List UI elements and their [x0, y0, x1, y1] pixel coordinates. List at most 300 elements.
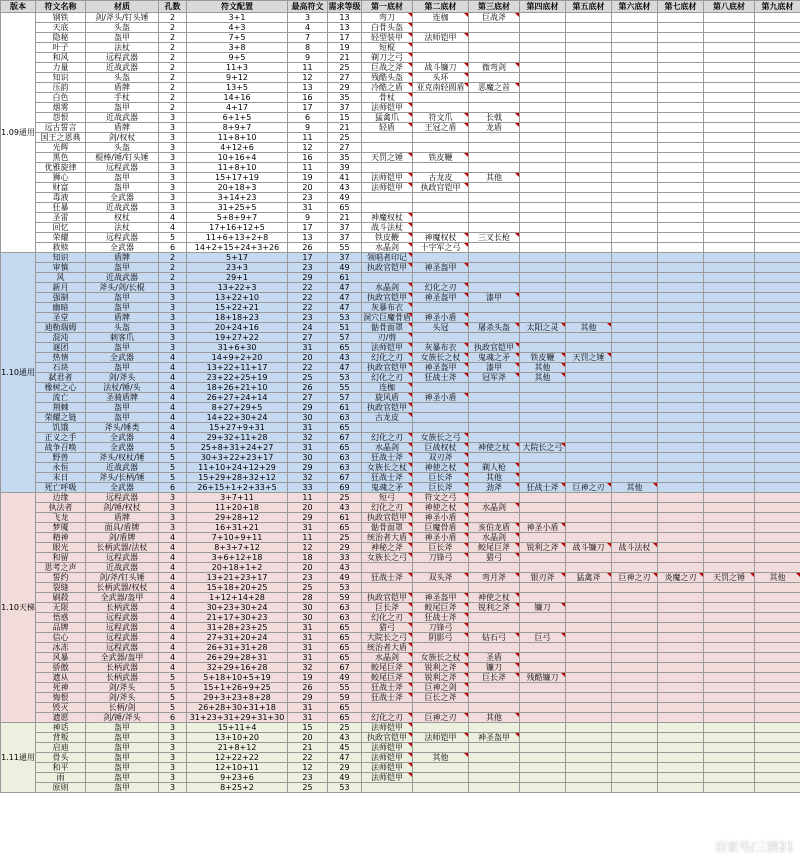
table-cell[interactable]: 手杖	[86, 93, 159, 103]
table-cell[interactable]: 4	[159, 403, 187, 413]
table-cell[interactable]	[612, 443, 658, 453]
table-cell[interactable]: 叶子	[36, 43, 86, 53]
table-cell[interactable]	[612, 213, 658, 223]
table-cell[interactable]: 5	[159, 693, 187, 703]
table-cell[interactable]: 劲斧	[469, 483, 520, 493]
table-cell[interactable]: 5+8+9+7	[187, 213, 288, 223]
table-cell[interactable]: 23+3	[187, 263, 288, 273]
table-cell[interactable]: 冰冻	[36, 643, 86, 653]
table-cell[interactable]	[566, 583, 612, 593]
table-cell[interactable]	[704, 373, 755, 383]
table-cell[interactable]: 和留	[36, 553, 86, 563]
table-cell[interactable]: 钢铁	[36, 13, 86, 23]
table-cell[interactable]: 25	[328, 493, 362, 503]
table-cell[interactable]	[612, 253, 658, 263]
table-cell[interactable]	[612, 693, 658, 703]
table-cell[interactable]	[704, 533, 755, 543]
table-cell[interactable]: 其他	[566, 323, 612, 333]
table-cell[interactable]	[520, 193, 566, 203]
table-cell[interactable]: 3	[159, 193, 187, 203]
table-cell[interactable]: 神圣盔甲	[413, 263, 469, 273]
table-cell[interactable]: 55	[328, 683, 362, 693]
table-cell[interactable]: 3	[159, 733, 187, 743]
table-cell[interactable]	[612, 113, 658, 123]
table-cell[interactable]	[520, 493, 566, 503]
table-cell[interactable]: 13	[328, 23, 362, 33]
table-cell[interactable]: 25+8+31+24+27	[187, 443, 288, 453]
table-cell[interactable]	[755, 613, 800, 623]
table-cell[interactable]	[362, 133, 413, 143]
table-cell[interactable]	[704, 33, 755, 43]
table-cell[interactable]: 连枷	[362, 383, 413, 393]
table-cell[interactable]: 31+6+30	[187, 343, 288, 353]
table-cell[interactable]	[704, 603, 755, 613]
table-cell[interactable]: 4	[159, 223, 187, 233]
table-cell[interactable]: 神圣小盾	[520, 523, 566, 533]
table-cell[interactable]: 盔甲	[86, 403, 159, 413]
table-cell[interactable]: 银刃斧	[520, 573, 566, 583]
table-cell[interactable]	[704, 253, 755, 263]
table-cell[interactable]	[755, 563, 800, 573]
table-cell[interactable]	[566, 233, 612, 243]
table-cell[interactable]: 近战武器	[86, 63, 159, 73]
table-cell[interactable]: 4	[159, 573, 187, 583]
table-cell[interactable]: 头冠	[413, 323, 469, 333]
table-cell[interactable]	[704, 273, 755, 283]
table-cell[interactable]: 65	[328, 623, 362, 633]
table-cell[interactable]	[520, 23, 566, 33]
table-cell[interactable]	[755, 323, 800, 333]
table-cell[interactable]: 31	[288, 633, 328, 643]
table-cell[interactable]	[612, 123, 658, 133]
table-cell[interactable]	[566, 643, 612, 653]
table-cell[interactable]	[755, 493, 800, 503]
table-cell[interactable]	[658, 133, 704, 143]
table-cell[interactable]	[658, 643, 704, 653]
table-cell[interactable]: 神使之杖	[413, 463, 469, 473]
table-cell[interactable]: 鲛尾巨斧	[362, 673, 413, 683]
table-cell[interactable]	[520, 683, 566, 693]
table-cell[interactable]	[658, 593, 704, 603]
table-cell[interactable]: 31+28+23+25	[187, 623, 288, 633]
table-cell[interactable]: 权杖	[86, 213, 159, 223]
table-cell[interactable]	[704, 363, 755, 373]
table-cell[interactable]	[658, 273, 704, 283]
table-cell[interactable]	[704, 663, 755, 673]
table-cell[interactable]: 圣盾	[469, 653, 520, 663]
table-cell[interactable]	[566, 313, 612, 323]
table-cell[interactable]: 鬼魂之矛	[362, 483, 413, 493]
table-cell[interactable]	[520, 263, 566, 273]
table-cell[interactable]	[520, 703, 566, 713]
table-cell[interactable]	[755, 783, 800, 793]
table-cell[interactable]: 22	[288, 303, 328, 313]
table-cell[interactable]: 30	[288, 413, 328, 423]
table-cell[interactable]	[520, 593, 566, 603]
table-cell[interactable]	[612, 623, 658, 633]
table-cell[interactable]: 4	[159, 393, 187, 403]
table-cell[interactable]	[469, 153, 520, 163]
table-cell[interactable]: 61	[328, 513, 362, 523]
table-cell[interactable]: 17+16+12+5	[187, 223, 288, 233]
table-cell[interactable]: 3	[159, 343, 187, 353]
table-cell[interactable]: 4	[159, 533, 187, 543]
table-cell[interactable]: 盔甲	[86, 363, 159, 373]
table-cell[interactable]: 45	[328, 743, 362, 753]
table-cell[interactable]	[520, 203, 566, 213]
table-cell[interactable]	[704, 103, 755, 113]
table-cell[interactable]: 圣堂	[36, 313, 86, 323]
table-cell[interactable]	[520, 173, 566, 183]
table-cell[interactable]: 3+1	[187, 13, 288, 23]
table-cell[interactable]: 2	[159, 273, 187, 283]
table-cell[interactable]: 65	[328, 343, 362, 353]
table-cell[interactable]: 远程武器	[86, 643, 159, 653]
table-cell[interactable]	[658, 163, 704, 173]
table-cell[interactable]: 5	[159, 463, 187, 473]
table-cell[interactable]: 战斗镰刀	[413, 63, 469, 73]
table-cell[interactable]	[704, 293, 755, 303]
table-cell[interactable]: 法师铠甲	[362, 763, 413, 773]
table-cell[interactable]: 2	[159, 263, 187, 273]
table-cell[interactable]	[755, 703, 800, 713]
table-cell[interactable]	[755, 143, 800, 153]
table-cell[interactable]	[658, 783, 704, 793]
table-cell[interactable]: 9+12	[187, 73, 288, 83]
table-cell[interactable]: 19+27+22	[187, 333, 288, 343]
table-cell[interactable]: 死神	[36, 683, 86, 693]
table-cell[interactable]: 符文爪	[413, 113, 469, 123]
table-cell[interactable]	[704, 193, 755, 203]
table-cell[interactable]: 13+5	[187, 83, 288, 93]
table-cell[interactable]: 梦魇	[36, 523, 86, 533]
table-cell[interactable]: 2	[159, 83, 187, 93]
table-cell[interactable]: 31	[288, 343, 328, 353]
table-cell[interactable]: 回忆	[36, 223, 86, 233]
table-cell[interactable]: 遗从	[36, 673, 86, 683]
table-cell[interactable]: 26+29+28+31	[187, 653, 288, 663]
table-cell[interactable]: 27	[328, 73, 362, 83]
table-cell[interactable]	[362, 273, 413, 283]
table-cell[interactable]	[612, 173, 658, 183]
table-cell[interactable]	[612, 413, 658, 423]
table-cell[interactable]: 铁皮鞭	[520, 353, 566, 363]
table-cell[interactable]: 65	[328, 703, 362, 713]
table-cell[interactable]	[704, 13, 755, 23]
table-cell[interactable]: 8+9+7	[187, 123, 288, 133]
table-cell[interactable]	[566, 433, 612, 443]
table-cell[interactable]: 12+22+22	[187, 753, 288, 763]
table-cell[interactable]: 3	[159, 753, 187, 763]
table-cell[interactable]: 2	[159, 253, 187, 263]
table-cell[interactable]	[658, 343, 704, 353]
table-cell[interactable]	[612, 423, 658, 433]
table-cell[interactable]	[704, 133, 755, 143]
table-cell[interactable]: 幻化之刃	[362, 353, 413, 363]
table-cell[interactable]: 法师铠甲	[362, 773, 413, 783]
table-cell[interactable]	[413, 213, 469, 223]
table-cell[interactable]: 连枷	[413, 13, 469, 23]
table-cell[interactable]	[755, 43, 800, 53]
table-cell[interactable]: 15+22+21	[187, 303, 288, 313]
table-cell[interactable]: 剑/锤/权杖	[86, 503, 159, 513]
table-cell[interactable]	[469, 73, 520, 83]
table-cell[interactable]	[612, 673, 658, 683]
table-cell[interactable]: 31	[288, 703, 328, 713]
table-cell[interactable]: 远程武器	[86, 163, 159, 173]
table-cell[interactable]	[755, 283, 800, 293]
table-cell[interactable]	[755, 603, 800, 613]
table-cell[interactable]: 69	[328, 483, 362, 493]
table-cell[interactable]	[566, 513, 612, 523]
table-cell[interactable]	[704, 213, 755, 223]
table-cell[interactable]: 压韵	[36, 83, 86, 93]
table-cell[interactable]: 法杖/锤/头	[86, 383, 159, 393]
table-cell[interactable]	[658, 153, 704, 163]
table-cell[interactable]	[566, 213, 612, 223]
table-cell[interactable]: 3	[159, 773, 187, 783]
table-cell[interactable]: 雨	[36, 773, 86, 783]
table-cell[interactable]	[658, 443, 704, 453]
table-cell[interactable]	[755, 273, 800, 283]
table-cell[interactable]: 3+6+12+18	[187, 553, 288, 563]
table-cell[interactable]: 9+5	[187, 53, 288, 63]
table-cell[interactable]	[755, 673, 800, 683]
table-cell[interactable]: 巨神之刃	[612, 573, 658, 583]
table-cell[interactable]	[566, 223, 612, 233]
table-cell[interactable]: 统治者大盾	[362, 643, 413, 653]
table-cell[interactable]: 知识	[36, 253, 86, 263]
table-cell[interactable]	[704, 753, 755, 763]
table-cell[interactable]: 锐利之斧	[469, 603, 520, 613]
table-cell[interactable]	[704, 313, 755, 323]
table-cell[interactable]: 流亡	[36, 393, 86, 403]
table-cell[interactable]: 巨长斧	[413, 473, 469, 483]
table-cell[interactable]	[469, 433, 520, 443]
table-cell[interactable]: 4	[159, 373, 187, 383]
table-cell[interactable]: 铁皮鞭	[362, 233, 413, 243]
table-cell[interactable]	[704, 43, 755, 53]
table-cell[interactable]: 战争召唤	[36, 443, 86, 453]
table-cell[interactable]: 57	[328, 333, 362, 343]
table-cell[interactable]: 神圣小盾	[413, 533, 469, 543]
table-cell[interactable]: 猎弓	[469, 553, 520, 563]
table-cell[interactable]	[658, 23, 704, 33]
table-cell[interactable]: 47	[328, 293, 362, 303]
table-cell[interactable]: 执政官铠甲	[362, 293, 413, 303]
table-cell[interactable]: 剑/盾牌	[86, 533, 159, 543]
table-cell[interactable]	[520, 773, 566, 783]
table-cell[interactable]: 43	[328, 733, 362, 743]
table-cell[interactable]	[469, 513, 520, 523]
table-cell[interactable]: 盔甲	[86, 103, 159, 113]
table-cell[interactable]: 11	[288, 63, 328, 73]
table-cell[interactable]	[469, 43, 520, 53]
table-cell[interactable]: 远程武器	[86, 613, 159, 623]
table-cell[interactable]: 65	[328, 633, 362, 643]
table-cell[interactable]	[755, 393, 800, 403]
table-cell[interactable]: 其他	[413, 753, 469, 763]
table-cell[interactable]: 全武器	[86, 443, 159, 453]
table-cell[interactable]	[469, 393, 520, 403]
table-cell[interactable]: 幻化之刃	[362, 433, 413, 443]
table-cell[interactable]	[469, 103, 520, 113]
table-cell[interactable]	[658, 723, 704, 733]
table-cell[interactable]: 3	[159, 313, 187, 323]
table-cell[interactable]: 头盔	[86, 23, 159, 33]
table-cell[interactable]	[566, 173, 612, 183]
table-cell[interactable]	[755, 233, 800, 243]
table-cell[interactable]: 狂战士斧	[362, 683, 413, 693]
table-cell[interactable]	[520, 163, 566, 173]
table-cell[interactable]: 优雅旋律	[36, 163, 86, 173]
table-cell[interactable]	[704, 623, 755, 633]
table-cell[interactable]	[755, 293, 800, 303]
table-cell[interactable]	[612, 643, 658, 653]
table-cell[interactable]	[704, 203, 755, 213]
table-cell[interactable]	[413, 383, 469, 393]
table-cell[interactable]: 5	[159, 673, 187, 683]
table-cell[interactable]	[704, 503, 755, 513]
table-cell[interactable]: 镰刀	[469, 663, 520, 673]
table-cell[interactable]	[658, 353, 704, 363]
table-cell[interactable]: 3	[159, 503, 187, 513]
table-cell[interactable]: 29	[288, 273, 328, 283]
table-cell[interactable]: 盾牌	[86, 313, 159, 323]
table-cell[interactable]: 长柄武器	[86, 663, 159, 673]
table-cell[interactable]: 黑色	[36, 153, 86, 163]
table-cell[interactable]: 26+28+30+31+18	[187, 703, 288, 713]
table-cell[interactable]	[658, 393, 704, 403]
table-cell[interactable]: 25	[328, 133, 362, 143]
table-cell[interactable]	[520, 73, 566, 83]
table-cell[interactable]: 5	[159, 473, 187, 483]
table-cell[interactable]: 5+18+10+5+19	[187, 673, 288, 683]
table-cell[interactable]: 65	[328, 203, 362, 213]
table-cell[interactable]: 3	[159, 493, 187, 503]
table-cell[interactable]: 22	[288, 753, 328, 763]
table-cell[interactable]	[566, 273, 612, 283]
table-cell[interactable]	[469, 23, 520, 33]
table-cell[interactable]: 剃人枪	[469, 463, 520, 473]
table-cell[interactable]	[658, 363, 704, 373]
table-cell[interactable]	[704, 323, 755, 333]
table-cell[interactable]: 23	[288, 313, 328, 323]
table-cell[interactable]: 剑/斧头/钉头锤	[86, 13, 159, 23]
table-cell[interactable]: 弯月斧	[469, 573, 520, 583]
table-cell[interactable]	[520, 43, 566, 53]
table-cell[interactable]	[469, 623, 520, 633]
table-cell[interactable]	[520, 583, 566, 593]
table-cell[interactable]: 6	[159, 243, 187, 253]
table-cell[interactable]	[755, 773, 800, 783]
table-cell[interactable]: 15+18+20+25	[187, 583, 288, 593]
table-cell[interactable]: 刺客爪	[86, 333, 159, 343]
table-cell[interactable]	[566, 673, 612, 683]
table-cell[interactable]: 9	[288, 123, 328, 133]
table-cell[interactable]	[658, 243, 704, 253]
table-cell[interactable]	[704, 433, 755, 443]
table-cell[interactable]: 55	[328, 243, 362, 253]
table-cell[interactable]: 盔甲	[86, 173, 159, 183]
table-cell[interactable]	[413, 303, 469, 313]
table-cell[interactable]	[612, 143, 658, 153]
table-cell[interactable]	[566, 733, 612, 743]
table-cell[interactable]: 长柄武器	[86, 603, 159, 613]
table-cell[interactable]	[658, 563, 704, 573]
table-cell[interactable]	[658, 113, 704, 123]
table-cell[interactable]: 18+18+23	[187, 313, 288, 323]
table-cell[interactable]: 盔甲	[86, 183, 159, 193]
table-cell[interactable]: 狂战士斧	[362, 693, 413, 703]
table-cell[interactable]	[566, 593, 612, 603]
table-cell[interactable]	[755, 553, 800, 563]
table-cell[interactable]: 神使之杖	[469, 593, 520, 603]
table-cell[interactable]	[520, 533, 566, 543]
table-cell[interactable]: 执法者	[36, 503, 86, 513]
table-cell[interactable]: 其他	[520, 373, 566, 383]
table-cell[interactable]	[612, 313, 658, 323]
table-cell[interactable]: 3+14+23	[187, 193, 288, 203]
table-cell[interactable]: 远程武器	[86, 493, 159, 503]
table-cell[interactable]	[469, 273, 520, 283]
table-cell[interactable]	[755, 223, 800, 233]
table-cell[interactable]: 水晶剑	[362, 653, 413, 663]
table-cell[interactable]: 鲛尾巨斧	[362, 663, 413, 673]
table-cell[interactable]: 女族长之弓	[362, 553, 413, 563]
table-cell[interactable]: 63	[328, 453, 362, 463]
table-cell[interactable]: 神圣小盾	[413, 513, 469, 523]
table-cell[interactable]	[520, 53, 566, 63]
table-cell[interactable]: 4+3	[187, 23, 288, 33]
table-cell[interactable]	[658, 763, 704, 773]
table-cell[interactable]: 圣骑盾牌	[86, 393, 159, 403]
table-cell[interactable]: 14+16	[187, 93, 288, 103]
table-cell[interactable]	[704, 463, 755, 473]
table-cell[interactable]	[755, 243, 800, 253]
table-cell[interactable]	[413, 203, 469, 213]
table-cell[interactable]: 3+7+11	[187, 493, 288, 503]
table-cell[interactable]: 11+3	[187, 63, 288, 73]
table-cell[interactable]	[566, 153, 612, 163]
table-cell[interactable]	[704, 443, 755, 453]
table-cell[interactable]	[520, 303, 566, 313]
table-cell[interactable]	[520, 733, 566, 743]
table-cell[interactable]: 51	[328, 323, 362, 333]
table-cell[interactable]	[469, 223, 520, 233]
table-cell[interactable]	[755, 153, 800, 163]
table-cell[interactable]: 女族长之弓	[413, 433, 469, 443]
table-cell[interactable]: 3	[159, 113, 187, 123]
table-cell[interactable]: 钻石弓	[469, 633, 520, 643]
table-cell[interactable]: 25	[328, 723, 362, 733]
table-cell[interactable]	[658, 553, 704, 563]
table-cell[interactable]: 双头斧	[413, 573, 469, 583]
table-cell[interactable]: 6	[159, 713, 187, 723]
table-cell[interactable]	[755, 583, 800, 593]
table-cell[interactable]	[566, 363, 612, 373]
table-cell[interactable]: 狂战士斧	[362, 453, 413, 463]
table-cell[interactable]	[612, 223, 658, 233]
table-cell[interactable]	[658, 313, 704, 323]
table-cell[interactable]: 29	[288, 693, 328, 703]
table-cell[interactable]	[566, 333, 612, 343]
table-cell[interactable]: 25	[288, 583, 328, 593]
table-cell[interactable]: 神圣盔甲	[413, 293, 469, 303]
table-cell[interactable]	[520, 313, 566, 323]
table-cell[interactable]	[612, 33, 658, 43]
table-cell[interactable]	[704, 393, 755, 403]
